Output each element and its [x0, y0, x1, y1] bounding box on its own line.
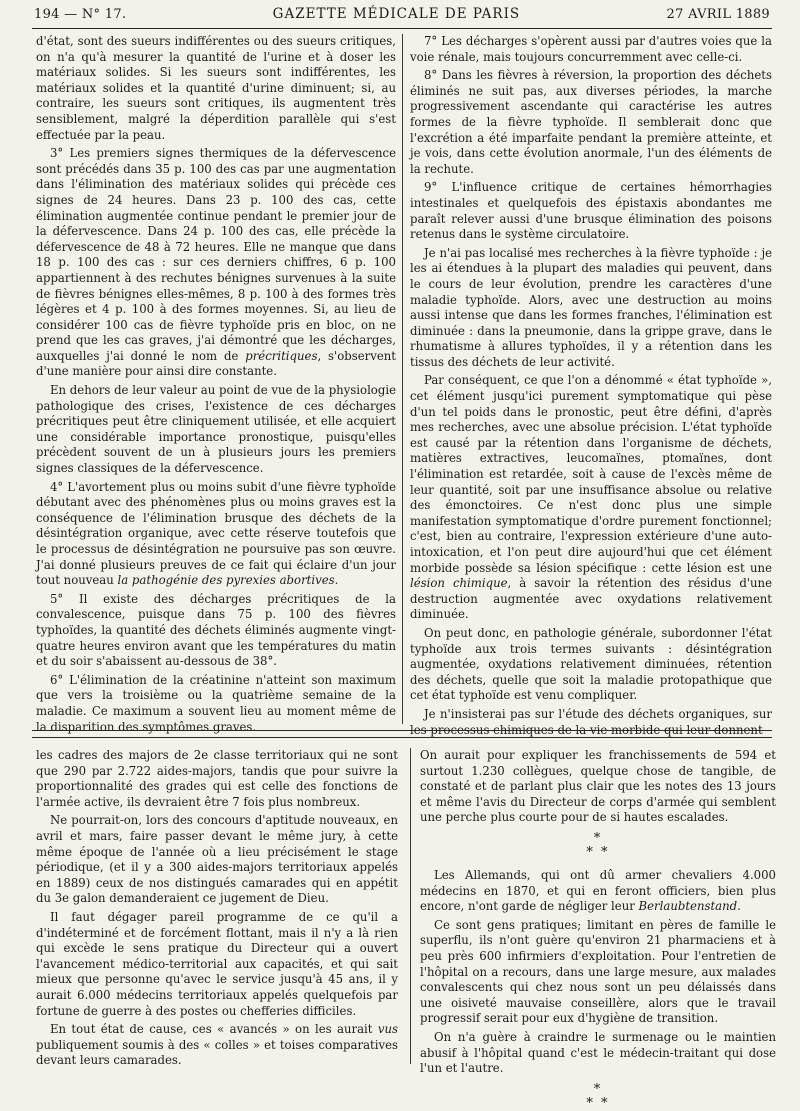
paragraph: On peut donc, en pathologie générale, subordonner l'état typhoïde aux trois termes suivants : désintégration augmentée, oxydations relativement diminuées, rétention des déchets, quelle que soit la maladie protopathique que cet état typhoïde est venu compliquer.	[410, 625, 772, 703]
paragraph: On n'a guère à craindre le surmenage ou le maintien abusif à l'hôpital quand c'est le médecin-traitant qui dose l'un et l'autre.	[420, 1029, 776, 1076]
paragraph: d'état, sont des sueurs indifférentes ou des sueurs critiques, on n'a qu'à mesurer la quantité de l'urine et à doser les matériaux solides. Si les sueurs sont indifférentes, les matériaux solides et la quantité d'urine diminuent; si, au contraire, les sueurs sont critiques, ils augmentent très sensiblement, malgré la déperdition parallèle qui s'est effectuée par la peau.	[36, 34, 396, 142]
feuilleton-column-right	[420, 748, 776, 1111]
paragraph: 9° L'influence critique de certaines hémorrhagies intestinales et quelquefois des épistaxis abondantes me paraît relever aussi d'une brusque élimination des poisons retenus dans le système circulatoire.	[410, 180, 772, 242]
paragraph: 4° L'avortement plus ou moins subit d'une fièvre typhoïde débutant avec des phénomènes plus ou moins graves est la conséquence de l'élimination brusque des déchets de la désintégration organique, avec cette réserve toutefois que le processus de désintégration ne poursuive pas son œuvre. J'ai donné plusieurs preuves de ce fait qui éclaire d'un jour tout nouveau la pathogénie des pyrexies abortives.	[36, 479, 396, 588]
issue-date: 27 AVRIL 1889	[666, 7, 770, 22]
paragraph: Ne pourrait-on, lors des concours d'aptitude nouveaux, en avril et mars, faire passer devant le même jury, à cette même époque de l'année où a lieu précisément le stage périodique, (et il y a 300 aides-majors territoriaux appelés en 1889) ceux de nos distingués camarades qui en appétit du 3e galon demanderaient ce jugement de Dieu.	[36, 813, 398, 906]
article-column-right	[410, 34, 772, 737]
section-rule	[32, 730, 772, 731]
article-column-left	[36, 34, 396, 734]
paragraph: Il faut dégager pareil programme de ce qu'il a d'indéterminé et de forcément flottant, mais il n'y a là rien qui excède le sens pratique du Directeur qui a ouvert l'avancement médico-territorial aux capacités, et qui sait mieux que personne qu'avec le service jusqu'à 45 ans, il y aurait 6.000 médecins territoriaux appelés quelquefois par fortune de guerre à des postes ou chefferies difficiles.	[36, 909, 398, 1018]
section-rule	[32, 737, 772, 738]
paragraph: On aurait pour expliquer les franchissements de 594 et surtout 1.230 collègues, quelque chose de tangible, de constaté et de parlant plus clair que les notes des 13 jours et même l'avis du Directeur de corps d'armée qui semblent une perche plus courte pour de si hautes escalades.	[420, 748, 776, 825]
paragraph: En dehors de leur valeur au point de vue de la physiologie pathologique des crises, l'existence de ces décharges précritiques peut être cliniquement utilisée, et elle acquiert une considérable importance pronostique, puisqu'elles précèdent souvent de un à plusieurs jours les premiers signes classiques de la défervescence.	[36, 383, 396, 476]
column-divider	[402, 34, 403, 724]
asterism-separator: * * *	[586, 1081, 610, 1111]
journal-title: GAZETTE MÉDICALE DE PARIS	[272, 6, 521, 22]
paragraph: En tout état de cause, ces « avancés » on les aurait vus publiquement soumis à des « colles » et toises comparatives devant leurs camarades.	[36, 1022, 398, 1068]
paragraph: Je n'ai pas localisé mes recherches à la fièvre typhoïde : je les ai étendues à la plupart des maladies qui peuvent, dans le cours de leur évolution, prendre les caractères d'une maladie typhoïde. Alors, avec une destruction au moins aussi intense que dans les formes franches, l'élimination est diminuée : dans la pneumonie, dans la grippe grave, dans le rhumatisme à allures typhoïdes, il y a rétention dans les tissus des déchets de leur activité.	[410, 245, 772, 369]
paragraph: Je n'insisterai pas sur l'étude des déchets organiques, sur les processus chimiques de la vie morbide qui leur donnent	[410, 706, 772, 737]
paragraph: Ce sont gens pratiques; limitant en pères de famille le superflu, ils n'ont guère qu'environ 21 pharmaciens et à peu près 600 infirmiers d'exploitation. Pour l'entretien de l'hôpital on a recours, dans une large mesure, aux malades convalescents qui chez nous sont un peu délaissés dans une oisiveté mauvaise conseillère, alors que le travail progressif serait pour eux d'hygiène de transition.	[420, 917, 776, 1026]
page-number: 194 — N° 17.	[34, 7, 127, 22]
feuilleton-column-left	[36, 748, 398, 1068]
paragraph: 6° L'élimination de la créatinine n'atteint son maximum que vers la troisième ou la quatrième semaine de la maladie. Ce maximum a souvent lieu au moment même de la disparition des symptômes graves.	[36, 672, 396, 734]
paragraph: 7° Les décharges s'opèrent aussi par d'autres voies que la voie rénale, mais toujours concurremment avec celle-ci.	[410, 34, 772, 64]
paragraph: 8° Dans les fièvres à réversion, la proportion des déchets éliminés ne suit pas, aux diverses périodes, la marche progressivement ascendante qui caractérise les autres formes de la fièvre typhoïde. Il semblerait donc que l'excrétion a été imparfaite pendant la première atteinte, et je vois, dans cette évolution anormale, l'un des éléments de la rechute.	[410, 68, 772, 176]
header-rule	[32, 28, 772, 29]
paragraph: Par conséquent, ce que l'on a dénommé « état typhoïde », cet élément jusqu'ici purement symptomatique qui pèse d'un tel poids dans le pronostic, peut être défini, d'après mes recherches, avec une absolue précision. L'état typhoïde est causé par la rétention dans l'organisme de déchets, matières extractives, leucomaïnes, ptomaïnes, dont l'élimination est retardée, soit à cause de l'excès même de leur quantité, soit par une insuffisance absolue ou relative des émonctoires. Ce n'est donc plus une simple manifestation symptomatique d'ordre purement fonctionnel; c'est, bien au contraire, l'expression extérieure d'une auto-intoxication, et l'on peut dire aujourd'hui que cet élément morbide possède sa lésion spécifique : cette lésion est une lésion chimique, à savoir la rétention des résidus d'une destruction augmentée avec oxydations relativement diminuée.	[410, 373, 772, 622]
page-header	[34, 6, 770, 28]
paragraph: les cadres des majors de 2e classe territoriaux qui ne sont que 290 par 2.722 aides-majors, tandis que pour suivre la proportionnalité des grades qui est celle des fonctions de l'armée active, ils devraient être 7 fois plus nombreux.	[36, 748, 398, 809]
paragraph: Les Allemands, qui ont dû armer chevaliers 4.000 médecins en 1870, et qui en feront officiers, bien plus encore, n'ont garde de négliger leur Berlaubtenstand.	[420, 867, 776, 914]
paragraph: 5° Il existe des décharges précritiques de la convalescence, puisque dans 75 p. 100 des fièvres typhoïdes, la quantité des déchets éliminés augmente vingt-quatre heures environ avant que les températures du matin et du soir s'abaissent au-dessous de 38°.	[36, 591, 396, 669]
paragraph: 3° Les premiers signes thermiques de la défervescence sont précédés dans 35 p. 100 des cas par une augmentation dans l'élimination des matériaux solides qui précède ces signes de 24 heures. Dans 23 p. 100 des cas, cette élimination augmentée continue pendant le premier jour de la défervescence. Dans 24 p. 100 des cas, elle précède la défervescence de 48 à 72 heures. Elle ne manque que dans 18 p. 100 des cas : sur ces derniers chiffres, 6 p. 100 appartiennent à des rechutes bénignes survenues à la suite de fièvres bénignes elles-mêmes, 8 p. 100 à des formes très légères et 4 p. 100 à des formes moyennes. Si, au lieu de considérer 100 cas de fièvre typhoïde pris en bloc, on ne prend que les cas graves, j'ai démontré que les décharges, auxquelles j'ai donné le nom de précritiques, s'observent d'une manière pour ainsi dire constante.	[36, 146, 396, 379]
asterism-separator: * * *	[586, 830, 610, 860]
column-divider	[410, 748, 411, 1064]
